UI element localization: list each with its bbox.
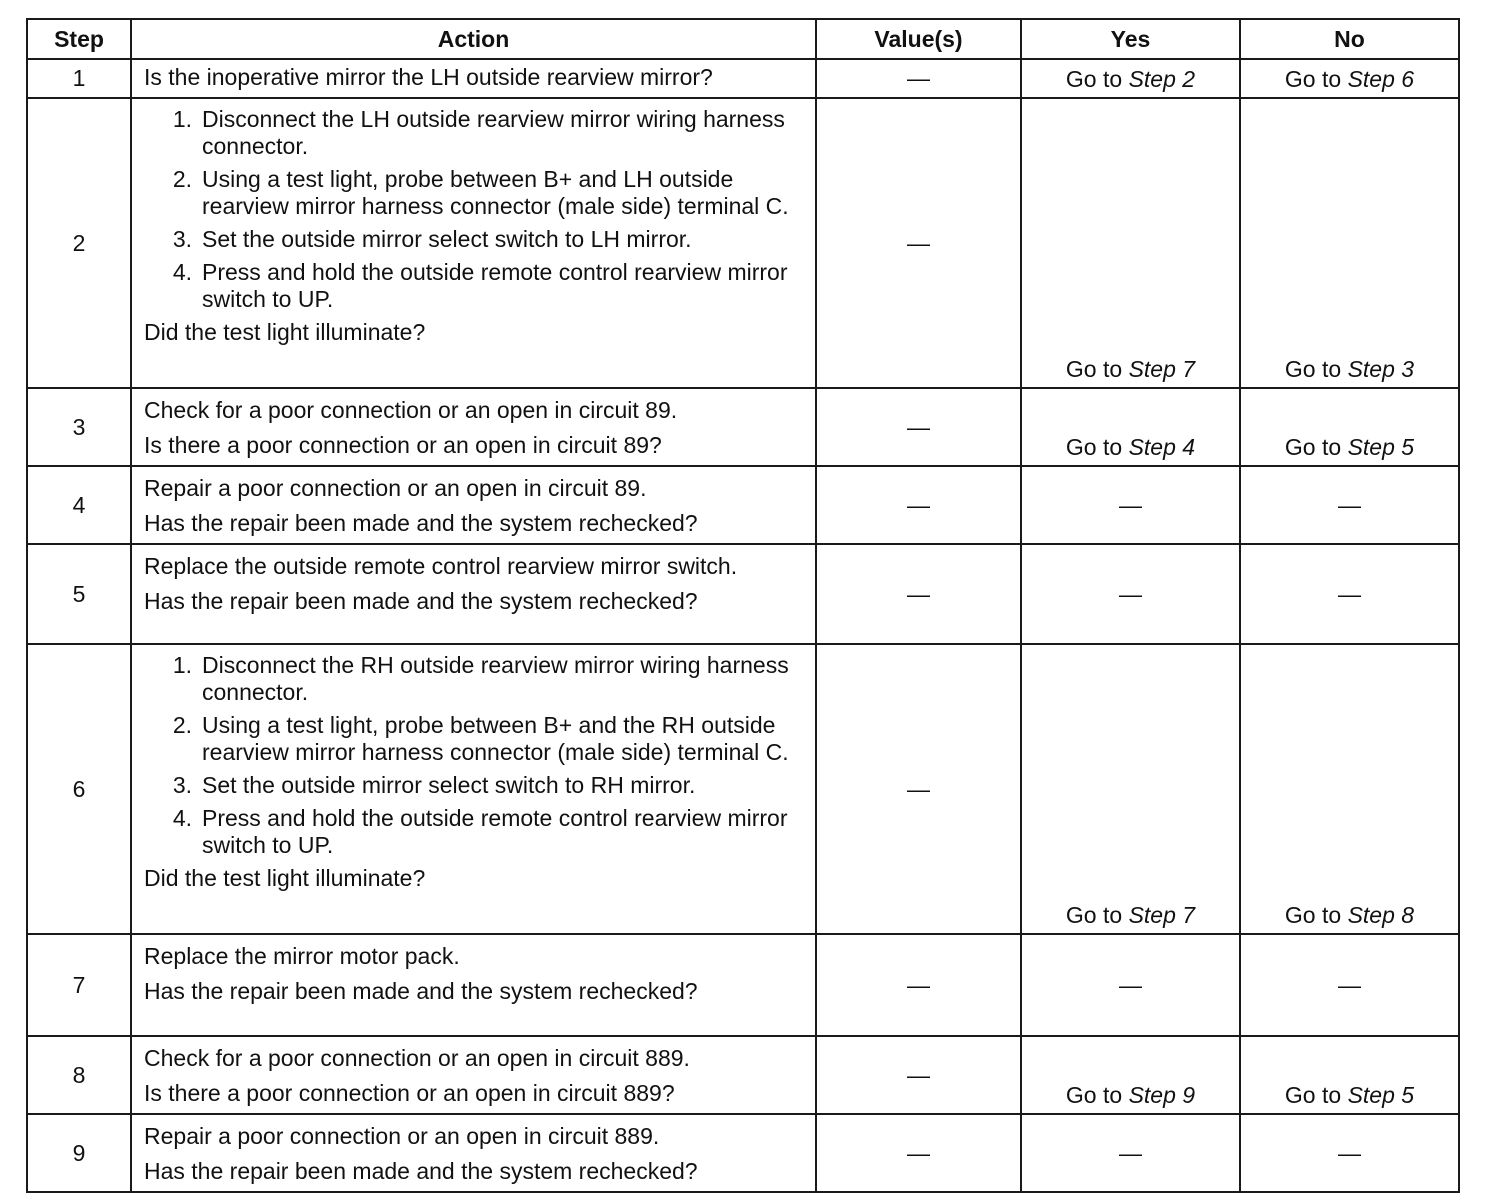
no-cell: — [1240, 544, 1459, 644]
go-to-label: Go to [1284, 65, 1342, 92]
yes-cell [1021, 98, 1240, 388]
procedure-item [144, 805, 805, 859]
item-text: Set the outside mirror select switch to LH mirror. [202, 226, 692, 252]
item-text: Press and hold the outside remote control rearview mirror switch to UP. [202, 805, 788, 858]
item-number: 3. [172, 226, 192, 252]
question-text: Is there a poor connection or an open in circuit 89? [144, 432, 662, 458]
go-to-label: Go to [1284, 1082, 1342, 1108]
table-row [27, 1114, 1459, 1192]
no-cell: — [1240, 934, 1459, 1036]
yes-cell [1021, 644, 1240, 934]
yes-step-ref: Step 7 [1128, 902, 1196, 928]
value-cell: — [816, 1114, 1021, 1192]
action-text: Check for a poor connection or an open in circuit 889. [144, 1045, 690, 1071]
step-number: 7 [27, 934, 131, 1036]
question-text: Has the repair been made and the system rechecked? [144, 978, 698, 1004]
action-text: Repair a poor connection or an open in circuit 89. [144, 475, 647, 501]
value-cell: — [816, 388, 1021, 466]
step-number: 3 [27, 388, 131, 466]
no-cell: — [1240, 1114, 1459, 1192]
item-text: Press and hold the outside remote control rearview mirror switch to UP. [202, 259, 788, 312]
no-step-ref: Step 8 [1347, 902, 1415, 928]
yes-step-ref: Step 9 [1128, 1082, 1196, 1108]
action-cell [131, 98, 816, 388]
no-step-ref: Step 6 [1347, 65, 1415, 92]
header-step: Step [27, 19, 131, 59]
procedure-list [144, 652, 805, 859]
header-values: Value(s) [816, 19, 1021, 59]
header-no: No [1240, 19, 1459, 59]
go-to-label: Go to [1284, 902, 1342, 928]
procedure-item [144, 652, 805, 706]
yes-cell: — [1021, 466, 1240, 544]
table-row [27, 98, 1459, 388]
yes-cell [1021, 1036, 1240, 1114]
procedure-item [144, 259, 805, 313]
yes-cell [1021, 388, 1240, 466]
go-to-label: Go to [1065, 65, 1123, 92]
action-text: Repair a poor connection or an open in circuit 889. [144, 1123, 660, 1149]
question-text: Did the test light illuminate? [144, 319, 426, 345]
procedure-item [144, 772, 805, 799]
yes-step-ref: Step 2 [1128, 65, 1196, 92]
step-number: 4 [27, 466, 131, 544]
table-row [27, 1036, 1459, 1114]
item-text: Disconnect the LH outside rearview mirror wiring harness connector. [202, 106, 785, 159]
yes-cell: — [1021, 934, 1240, 1036]
yes-step-ref: Step 7 [1128, 356, 1196, 382]
item-text: Set the outside mirror select switch to RH mirror. [202, 772, 696, 798]
value-cell: — [816, 466, 1021, 544]
table-row [27, 934, 1459, 1036]
go-to-label: Go to [1284, 356, 1342, 382]
header-action: Action [131, 19, 816, 59]
step-number: 6 [27, 644, 131, 934]
item-number: 2. [172, 712, 192, 738]
step-number: 1 [27, 59, 131, 98]
action-text: Check for a poor connection or an open in circuit 89. [144, 397, 678, 423]
value-cell: — [816, 98, 1021, 388]
procedure-list [144, 106, 805, 313]
item-number: 1. [172, 652, 192, 678]
no-step-ref: Step 5 [1347, 1082, 1415, 1108]
yes-cell [1021, 59, 1240, 98]
go-to-label: Go to [1065, 1082, 1123, 1108]
action-cell [131, 1114, 816, 1192]
action-cell [131, 644, 816, 934]
action-cell [131, 544, 816, 644]
question-text: Did the test light illuminate? [144, 865, 426, 891]
no-step-ref: Step 5 [1347, 434, 1415, 460]
procedure-item [144, 166, 805, 220]
action-cell [131, 1036, 816, 1114]
value-cell: — [816, 544, 1021, 644]
table-row [27, 644, 1459, 934]
header-yes: Yes [1021, 19, 1240, 59]
item-number: 4. [172, 805, 192, 831]
no-cell [1240, 59, 1459, 98]
table-row [27, 388, 1459, 466]
item-number: 1. [172, 106, 192, 132]
question-text: Has the repair been made and the system rechecked? [144, 588, 698, 614]
item-text: Disconnect the RH outside rearview mirror wiring harness connector. [202, 652, 789, 705]
action-cell [131, 466, 816, 544]
table-row [27, 466, 1459, 544]
no-cell [1240, 388, 1459, 466]
no-cell [1240, 98, 1459, 388]
action-cell [131, 59, 816, 98]
action-cell [131, 934, 816, 1036]
yes-step-ref: Step 4 [1128, 434, 1196, 460]
action-text: Replace the mirror motor pack. [144, 943, 460, 969]
no-step-ref: Step 3 [1347, 356, 1415, 382]
no-cell [1240, 1036, 1459, 1114]
item-number: 4. [172, 259, 192, 285]
value-cell: — [816, 644, 1021, 934]
item-text: Using a test light, probe between B+ and the RH outside rearview mirror harness connector (male side) terminal C. [202, 712, 789, 765]
question-text: Has the repair been made and the system rechecked? [144, 510, 698, 536]
go-to-label: Go to [1284, 434, 1342, 460]
value-cell: — [816, 1036, 1021, 1114]
yes-cell: — [1021, 544, 1240, 644]
action-text: Replace the outside remote control rearview mirror switch. [144, 553, 738, 579]
item-number: 2. [172, 166, 192, 192]
table-row [27, 59, 1459, 98]
item-text: Using a test light, probe between B+ and LH outside rearview mirror harness connector (male side) terminal C. [202, 166, 789, 219]
question-text: Has the repair been made and the system rechecked? [144, 1158, 698, 1184]
step-number: 8 [27, 1036, 131, 1114]
procedure-item [144, 226, 805, 253]
table-row [27, 544, 1459, 644]
go-to-label: Go to [1065, 902, 1123, 928]
go-to-label: Go to [1065, 356, 1123, 382]
go-to-label: Go to [1065, 434, 1123, 460]
yes-cell: — [1021, 1114, 1240, 1192]
item-number: 3. [172, 772, 192, 798]
procedure-item [144, 712, 805, 766]
no-cell: — [1240, 466, 1459, 544]
question-text: Is there a poor connection or an open in circuit 889? [144, 1080, 675, 1106]
step-number: 9 [27, 1114, 131, 1192]
action-cell [131, 388, 816, 466]
action-text: Is the inoperative mirror the LH outside rearview mirror? [144, 64, 713, 90]
header-row [27, 19, 1459, 59]
value-cell: — [816, 59, 1021, 98]
step-number: 5 [27, 544, 131, 644]
step-number: 2 [27, 98, 131, 388]
no-cell [1240, 644, 1459, 934]
procedure-item [144, 106, 805, 160]
diagnostic-table [26, 18, 1460, 1193]
value-cell: — [816, 934, 1021, 1036]
